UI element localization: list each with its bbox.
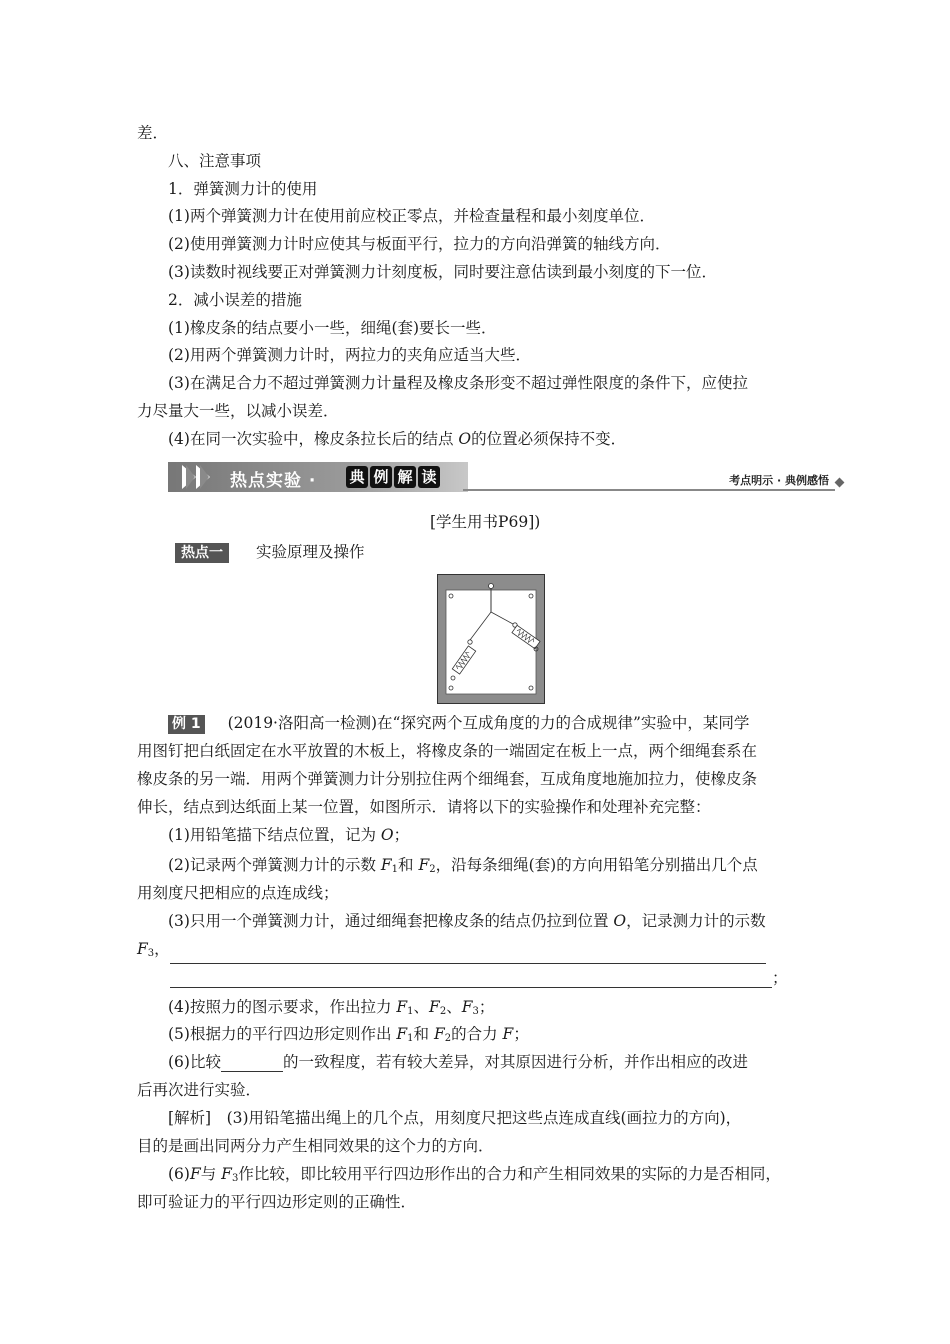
force-symbol: F — [137, 940, 148, 958]
subsection-heading: 2．减小误差的措施 — [168, 291, 302, 309]
subscript: 1 — [407, 1033, 414, 1044]
force-symbol: F — [502, 1025, 514, 1043]
section-heading: 八、注意事项 — [168, 152, 262, 170]
subscript: 1 — [391, 864, 399, 875]
text-line: (1)两个弹簧测力计在使用前应校正零点，并检查量程和最小刻度单位． — [168, 207, 655, 225]
step-3 — [168, 911, 766, 931]
point-o: O — [380, 826, 394, 844]
step-4 — [168, 997, 494, 1022]
text-span: (2)记录两个弹簧测力计的示数 — [168, 856, 381, 874]
text-span: 、 — [446, 998, 462, 1016]
text-span: 作比较，即比较用平行四边形作出的合力和产生相同效果的实际的力是否相同， — [238, 1165, 781, 1183]
chevron-inner-icon — [186, 465, 195, 489]
text-span: (3)只用一个弹簧测力计，通过细绳套把橡皮条的结点仍拉到位置 — [168, 912, 614, 930]
step-3-answer-line — [137, 939, 766, 964]
example-line: 橡皮条的另一端．用两个弹簧测力计分别拉住两个细绳套，互成角度地施加拉力，使橡皮条 — [137, 770, 758, 788]
text-span: 和 — [413, 1025, 434, 1043]
text-span: (4)在同一次实验中，橡皮条拉长后的结点 — [168, 430, 459, 448]
subsection-heading: 1．弹簧测力计的使用 — [168, 180, 318, 198]
banner-right-label: 考点明示 · 典例感悟 — [729, 474, 829, 487]
answer-blank[interactable] — [170, 949, 766, 964]
subscript: 2 — [444, 1033, 452, 1044]
force-symbol: F — [461, 998, 473, 1016]
text-line: (3)在满足合力不超过弹簧测力计量程及橡皮条形变不超过弹性限度的条件下，应使拉 — [168, 374, 748, 392]
banner-char: 读 — [418, 466, 440, 488]
experiment-figure — [437, 574, 545, 704]
text-line: 差． — [137, 124, 169, 142]
subscript: 1 — [407, 1006, 414, 1017]
answer-blank[interactable] — [170, 973, 772, 988]
example-line: 用图钉把白纸固定在水平放置的木板上，将橡皮条的一端固定在板上一点，两个细绳套系在 — [137, 742, 758, 760]
example-text: (2019·洛阳高一检测)在“探究两个互成角度的力的合成规律”实验中，某同学 — [227, 714, 750, 732]
diamond-icon — [835, 478, 845, 488]
banner-title-text: 热点实验 — [230, 471, 302, 491]
banner-char: 典 — [346, 466, 368, 488]
step-5 — [168, 1024, 529, 1049]
section-banner — [168, 462, 843, 492]
text-span: 与 — [200, 1165, 222, 1183]
text-span: ； — [393, 826, 410, 844]
force-symbol: F — [189, 1165, 201, 1183]
text-span: 的一致程度，若有较大差异，对其原因进行分析，并作出相应的改进 — [282, 1053, 748, 1071]
force-symbol: F — [418, 856, 430, 874]
text-span: ； — [478, 998, 495, 1016]
text-line: (2)用两个弹簧测力计时，两拉力的夹角应适当大些． — [168, 346, 531, 364]
example-line — [168, 713, 749, 734]
banner-char: 例 — [370, 466, 392, 488]
force-symbol: F — [380, 856, 392, 874]
text-line: (1)橡皮条的结点要小一些，细绳(套)要长一些． — [168, 319, 497, 337]
force-symbol: F — [396, 998, 408, 1016]
subscript: 3 — [231, 1173, 239, 1184]
analysis-line: 目的是画出同两分力产生相同效果的这个力的方向． — [137, 1137, 494, 1155]
subscript: 3 — [147, 948, 155, 959]
fixed-point-icon — [489, 584, 494, 589]
text-span: ，记录测力计的示数 — [626, 912, 766, 930]
text-span: 的合力 — [451, 1025, 503, 1043]
hotspot-heading — [175, 542, 364, 563]
text-line: (2)使用弹簧测力计时应使其与板面平行，拉力的方向沿弹簧的轴线方向． — [168, 235, 671, 253]
banner-title — [230, 466, 316, 491]
hotspot-title: 实验原理及操作 — [255, 543, 365, 561]
text-span: (5)根据力的平行四边形定则作出 — [168, 1025, 397, 1043]
text-span: (6)比较 — [168, 1053, 221, 1071]
text-span: ， — [154, 940, 170, 958]
text-span: 的位置必须保持不变． — [471, 430, 627, 448]
hotspot-tag: 热点一 — [175, 543, 229, 563]
banner-subtitle — [346, 466, 440, 488]
text-span: (4)按照力的图示要求，作出拉力 — [168, 998, 397, 1016]
force-symbol: F — [433, 1025, 445, 1043]
banner-rule — [463, 489, 835, 491]
example-tag: 例 1 — [168, 715, 205, 734]
text-span: ； — [513, 1025, 529, 1043]
text-span: ，沿每条细绳(套)的方向用铅笔分别描出几个点 — [435, 856, 758, 874]
analysis-line: [解析] (3)用铅笔描出绳上的几个点，用刻度尺把这些点连成直线(画拉力的方向)， — [168, 1109, 742, 1127]
point-o: O — [613, 912, 627, 930]
subscript: 2 — [439, 1006, 447, 1017]
force-symbol: F — [221, 1165, 232, 1183]
subscript: 3 — [472, 1006, 479, 1017]
text-span: 、 — [413, 998, 430, 1016]
text-line — [168, 429, 626, 449]
step-1 — [168, 825, 409, 845]
point-o: O — [458, 430, 472, 448]
book-reference: [学生用书P69]) — [430, 513, 541, 531]
banner-dot: · — [308, 471, 317, 491]
force-symbol: F — [429, 998, 440, 1016]
text-line: 力尽量大一些，以减小误差． — [137, 402, 339, 420]
text-span: 和 — [398, 856, 419, 874]
analysis-line — [168, 1164, 781, 1189]
text-span: (6) — [168, 1165, 190, 1183]
step-6 — [168, 1052, 748, 1072]
answer-blank[interactable] — [221, 1057, 283, 1072]
banner-char: 解 — [394, 466, 416, 488]
step-2 — [168, 855, 758, 880]
analysis-line: 即可验证力的平行四边形定则的正确性． — [137, 1193, 417, 1211]
example-line: 用刻度尺把相应的点连成线； — [137, 884, 339, 902]
subscript: 2 — [429, 864, 436, 875]
example-line: 后再次进行实验． — [137, 1081, 262, 1099]
text-span: ； — [772, 969, 788, 987]
example-line: 伸长，结点到达纸面上某一位置，如图所示．请将以下的实验操作和处理补充完整： — [137, 798, 711, 816]
text-line: (3)读数时视线要正对弹簧测力计刻度板，同时要注意估读到最小刻度的下一位． — [168, 263, 717, 281]
text-span: (1)用铅笔描下结点位置，记为 — [168, 826, 381, 844]
step-3-answer-line-2 — [170, 968, 788, 988]
hook-icon — [468, 640, 472, 644]
chevron-inner-icon — [200, 465, 209, 489]
force-symbol: F — [396, 1025, 408, 1043]
